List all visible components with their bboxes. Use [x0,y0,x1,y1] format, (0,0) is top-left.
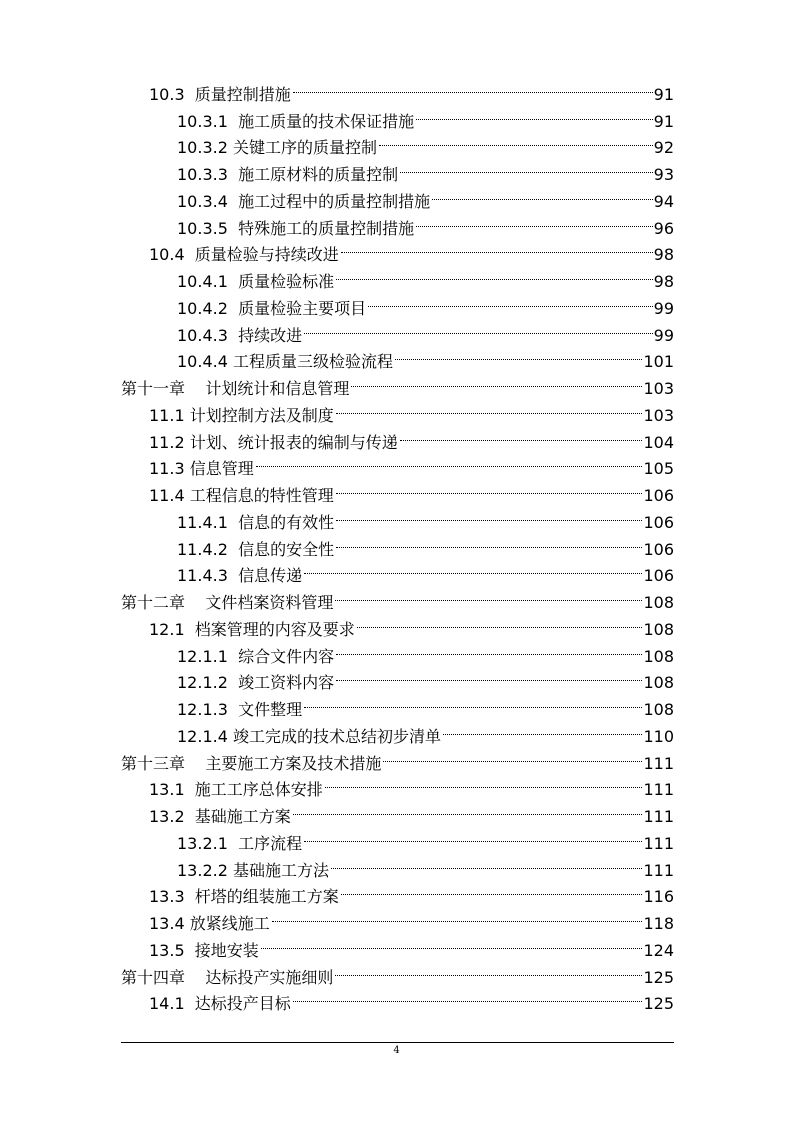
toc-entry-page: 92 [653,138,674,158]
toc-entry-number: 13.4 [149,914,185,933]
toc-entry-title: 计划统计和信息管理 [205,379,350,398]
dot-leader [400,153,653,180]
toc-entry-title: 信息的安全性 [238,539,335,559]
dot-leader [395,341,642,368]
toc-entry-title: 达标投产实施细则 [205,967,334,987]
toc-entry-spacer [185,777,195,804]
toc-entry-number: 12.1.3 [177,700,228,719]
toc-entry-number: 10.3.4 [177,191,228,211]
toc-entry-page: 118 [643,914,674,933]
toc-entry-spacer [228,670,238,697]
toc-entry-title: 工程信息的特性管理 [189,486,334,505]
dot-leader [357,608,643,635]
toc-entry-spacer [185,751,205,778]
toc-entry-title: 综合文件内容 [238,646,335,666]
toc-entry-number: 11.4.1 [177,512,228,532]
toc-entry-spacer [228,831,238,858]
toc-entry-page: 108 [643,619,674,639]
dot-leader [432,180,653,207]
toc-entry-spacer [185,242,195,269]
dot-leader [331,849,642,876]
toc-entry-spacer [228,510,238,537]
dot-leader [325,769,643,796]
toc-entry-page: 98 [653,245,674,265]
toc-entry-spacer [185,590,205,617]
toc-entry-title: 文件档案资料管理 [205,593,334,612]
toc-entry-title: 计划控制方法及制度 [189,405,334,425]
toc-entry-number: 10.4.2 [177,298,228,318]
toc-entry-spacer [185,376,205,403]
dot-leader [383,742,642,769]
toc-entry-page: 104 [643,432,674,452]
toc-entry-spacer [185,82,195,109]
toc-entry-page: 99 [653,325,674,345]
toc-entry-page: 124 [643,940,674,960]
toc-entry-spacer [228,323,238,350]
toc-entry-number: 13.5 [149,940,185,960]
toc-entry-page: 105 [643,459,674,479]
toc-entry-title: 竣工资料内容 [238,673,335,693]
toc-entry-page: 108 [643,593,674,612]
dot-leader [335,581,642,608]
toc-entry-spacer [228,563,238,590]
toc-entry-title: 质量控制措施 [194,84,291,104]
table-of-contents [121,73,674,1014]
toc-entry-number: 13.3 [149,887,185,907]
toc-entry-title: 档案管理的内容及要求 [194,619,355,639]
toc-entry-number: 11.4.3 [177,566,228,586]
toc-entry-spacer [185,804,195,831]
toc-entry-number: 12.1 [149,619,185,639]
dot-leader [368,287,653,314]
dot-leader [293,795,643,822]
toc-entry-title: 持续改进 [238,325,303,345]
dot-leader [261,929,643,956]
toc-entry-page: 106 [643,566,674,586]
toc-entry-title: 放紧线施工 [189,914,270,933]
toc-entry-spacer [185,884,195,911]
dot-leader [341,876,643,903]
toc-entry-page: 111 [643,807,674,826]
toc-entry-title: 施工工序总体安排 [194,780,323,800]
toc-entry-title: 计划、统计报表的编制与传递 [189,432,398,452]
toc-entry-spacer [185,991,195,1018]
toc-entry-title: 接地安装 [194,940,259,960]
toc-entry-spacer [185,965,205,992]
toc-entry-title: 基础施工方案 [194,807,291,826]
toc-entry-number: 11.4.2 [177,539,228,559]
dot-leader [379,127,653,154]
dot-leader [341,234,653,261]
toc-entry-spacer [228,189,238,216]
toc-entry-number: 第十一章 [121,379,186,398]
toc-entry-spacer [228,269,238,296]
toc-entry-page: 106 [643,486,674,505]
toc-entry-number: 10.4.3 [177,325,228,345]
toc-entry-title: 工序流程 [238,833,303,853]
toc-entry-number: 10.4 [149,245,185,265]
toc-entry-title: 主要施工方案及技术措施 [205,753,382,773]
dot-leader [304,555,642,582]
toc-entry-page: 110 [643,726,674,746]
toc-entry-number: 第十二章 [121,593,186,612]
toc-entry-title: 质量检验主要项目 [238,298,367,318]
toc-entry-spacer [228,537,238,564]
toc-entry-number: 10.3.5 [177,218,228,238]
dot-leader [304,688,642,715]
toc-entry-title: 基础施工方法 [232,860,329,880]
toc-entry-title: 质量检验与持续改进 [194,245,339,265]
toc-entry-spacer [228,296,238,323]
toc-entry-number: 10.3.1 [177,111,228,131]
toc-entry-number: 13.2.1 [177,833,228,853]
toc-entry-page: 111 [643,753,674,773]
toc-entry[interactable] [121,73,674,104]
toc-entry-page: 108 [643,646,674,666]
toc-entry-page: 101 [643,352,674,372]
toc-entry-number: 14.1 [149,994,185,1014]
dot-leader [293,73,653,100]
dot-leader [336,394,643,421]
toc-entry-number: 10.4.4 [177,352,228,372]
dot-leader [400,421,643,448]
toc-entry-page: 111 [643,860,674,880]
dot-leader [351,367,642,394]
toc-entry-title: 施工原材料的质量控制 [238,165,399,184]
toc-entry-page: 103 [643,405,674,425]
toc-entry-page: 111 [643,833,674,853]
toc-entry-number: 11.1 [149,405,185,425]
toc-entry-page: 111 [643,780,674,800]
toc-entry-page: 108 [643,673,674,693]
toc-entry-title: 信息管理 [189,459,254,479]
toc-entry-page: 91 [653,111,674,131]
toc-entry-spacer [228,697,238,724]
toc-entry-number: 13.2.2 [177,860,228,880]
toc-entry-page: 94 [653,191,674,211]
dot-leader [336,474,643,501]
dot-leader [293,983,643,1010]
toc-entry-spacer [228,109,238,136]
toc-entry-title: 施工质量的技术保证措施 [238,111,415,131]
dot-leader [443,715,642,742]
toc-entry-title: 特殊施工的质量控制措施 [238,218,415,238]
toc-entry-title: 施工过程中的质量控制措施 [238,191,431,211]
toc-entry-title: 工程质量三级检验流程 [232,352,393,372]
dot-leader [335,956,642,983]
dot-leader [336,260,653,287]
toc-entry-title: 达标投产目标 [194,994,291,1014]
toc-entry-number: 12.1.4 [177,726,228,746]
toc-entry-title: 杆塔的组装施工方案 [194,887,339,907]
dot-leader [256,448,643,475]
toc-entry-page: 96 [653,218,674,238]
toc-entry-number: 第十三章 [121,753,186,773]
dot-leader [416,207,653,234]
dot-leader [304,314,653,341]
toc-entry-page: 106 [643,539,674,559]
dot-leader [336,501,642,528]
toc-entry-page: 125 [643,994,674,1014]
toc-entry-page: 106 [643,512,674,532]
toc-entry-number: 11.2 [149,432,185,452]
toc-entry-page: 108 [643,700,674,719]
toc-entry-number: 10.4.1 [177,272,228,291]
toc-entry-spacer [228,216,238,243]
toc-entry-spacer [185,617,195,644]
toc-entry-page: 116 [643,887,674,907]
toc-entry-number: 11.4 [149,486,185,505]
toc-entry-title: 质量检验标准 [238,272,335,291]
footer-page-number: 4 [393,1045,400,1056]
toc-entry-number: 第十四章 [121,967,186,987]
toc-entry-title: 信息传递 [238,566,303,586]
toc-entry-number: 13.1 [149,780,185,800]
toc-entry-number: 12.1.2 [177,673,228,693]
dot-leader [272,902,643,929]
footer-rule [121,1042,674,1043]
toc-entry-title: 关键工序的质量控制 [232,138,377,158]
toc-entry-spacer [228,162,238,189]
dot-leader [336,635,642,662]
toc-entry-number: 12.1.1 [177,646,228,666]
toc-entry-page: 103 [643,379,674,398]
toc-entry-number: 10.3.2 [177,138,228,158]
toc-entry-title: 竣工完成的技术总结初步清单 [232,726,441,746]
toc-entry-title: 信息的有效性 [238,512,335,532]
toc-entry-spacer [185,938,195,965]
dot-leader [304,822,642,849]
toc-entry-number: 11.3 [149,459,185,479]
toc-entry-page: 93 [653,165,674,184]
toc-entry-spacer [228,644,238,671]
dot-leader [416,100,653,127]
dot-leader [336,662,642,689]
toc-entry-number: 13.2 [149,807,185,826]
toc-entry-number: 10.3.3 [177,165,228,184]
toc-entry-page: 99 [653,298,674,318]
toc-entry-number: 10.3 [149,84,185,104]
toc-entry-page: 125 [643,967,674,987]
toc-entry-page: 91 [653,84,674,104]
dot-leader [336,528,642,555]
toc-entry-title: 文件整理 [238,700,303,719]
toc-entry-page: 98 [653,272,674,291]
